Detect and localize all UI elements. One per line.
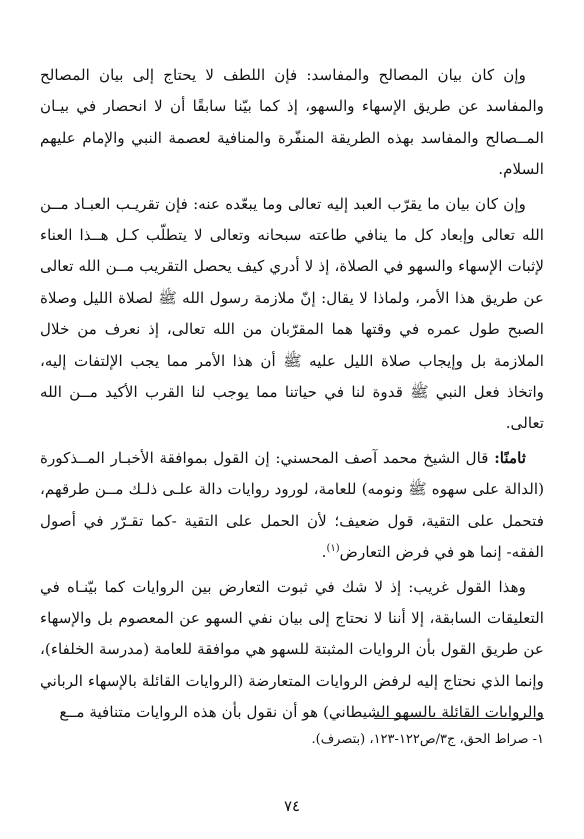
line: قال الشيخ محمد آصف المحسني: إن القول بموافقة الأخبـار المــذكورة xyxy=(40,448,489,467)
line: العناء لإثبات الإسهاء والسهو في الصلاة، إذ لا أدري كيف يحصل التقريب مــن xyxy=(40,226,545,276)
line: عن طريق الإسهاء والسهو، إذ كما بيّنا سابقًا أن لا انحصار في بيـان المــصالح xyxy=(40,97,544,147)
line: أصول الفقه- إنما هو في فرض التعارض xyxy=(40,511,544,562)
line: عن طريق القول بأن الروايات المثبتة للسهو هي موافقة للعامة (مدرسة الخلفاء)، xyxy=(40,640,544,659)
line-end: . xyxy=(321,543,327,562)
paragraph-4 xyxy=(40,572,544,729)
line: والمفاسد بهذه الطريقة المنفّرة والمنافية لعصمة النبي والإمام عليهم السلام. xyxy=(40,128,544,179)
line: وإن كان بيان المصالح والمفاسد: فإن اللطف لا يحتاج إلى بيان المصالح والمفاسد xyxy=(40,66,545,116)
paragraph-3 xyxy=(40,443,544,569)
line: وإنما الذي نحتاج إليه لرفض الروايات المتعارضة (الروايات القائلة بالإسهاء الرباني xyxy=(40,671,544,690)
footnote-ref: (١) xyxy=(326,543,340,555)
line: الليل وصلاة الصبح طول عمره في وقتها هما المقرّبان من الله تعالى، إذ نعرف من xyxy=(40,288,545,339)
line: الله تعالى. xyxy=(40,383,544,433)
main-text xyxy=(40,60,544,729)
line: الله تعالى عن طريق هذا الأمر، ولماذا لا يقال: إنّ ملازمة رسول الله ﷺ لصلاة xyxy=(40,257,545,307)
line: مــن الله تعالى وإبعاد كل ما ينافي طاعته سبحانه وتعالى لا يتطلّب كـل هــذا xyxy=(40,194,544,245)
section-label: ثامنًا: xyxy=(494,448,526,467)
line: التعليقات السابقة، إلا أننا لا نحتاج إلى بيان نفي السهو عن المعصوم بل والإسهاء xyxy=(40,608,544,627)
footnote: ١- صراط الحق، ج٣/ص١٢٢-١٢٣، (بتصرف). xyxy=(311,732,544,747)
paragraph-2 xyxy=(40,189,544,440)
paragraph-1 xyxy=(40,60,544,186)
line: إليه، واتخاذ فعل النبي ﷺ قدوة لنا في حياتنا مما يوجب لنا القرب الأكيد مــن xyxy=(40,351,545,402)
line: والروايات القائلة بالسهو الشيطاني) هو أن نقول بأن هذه الروايات متنافية مــع xyxy=(59,703,544,722)
line: وإن كان بيان ما يقرّب العبد إليه تعالى وما يبعّده عنه: فإن تقريـب العبـاد xyxy=(73,194,526,213)
page-number: ٧٤ xyxy=(283,797,301,815)
line: طرقهم، فتحمل على التقية، قول ضعيف؛ لأن الحمل على التقية -كما تقـرّر في xyxy=(40,480,544,530)
line: (الدالة على سهوه ﷺ ونومه) للعامة، لورود روايات دالة علـى ذلـك مــن xyxy=(94,480,545,499)
line: خلال الملازمة بل وإيجاب صلاة الليل عليه ﷺ أن هذا الأمر مما يجب الإلتفات xyxy=(40,320,545,370)
footnote-divider xyxy=(374,718,544,719)
line: وهذا القول غريب: إذ لا شك في ثبوت التعارض بين الروايات كما بيّنـاه في xyxy=(40,577,526,596)
